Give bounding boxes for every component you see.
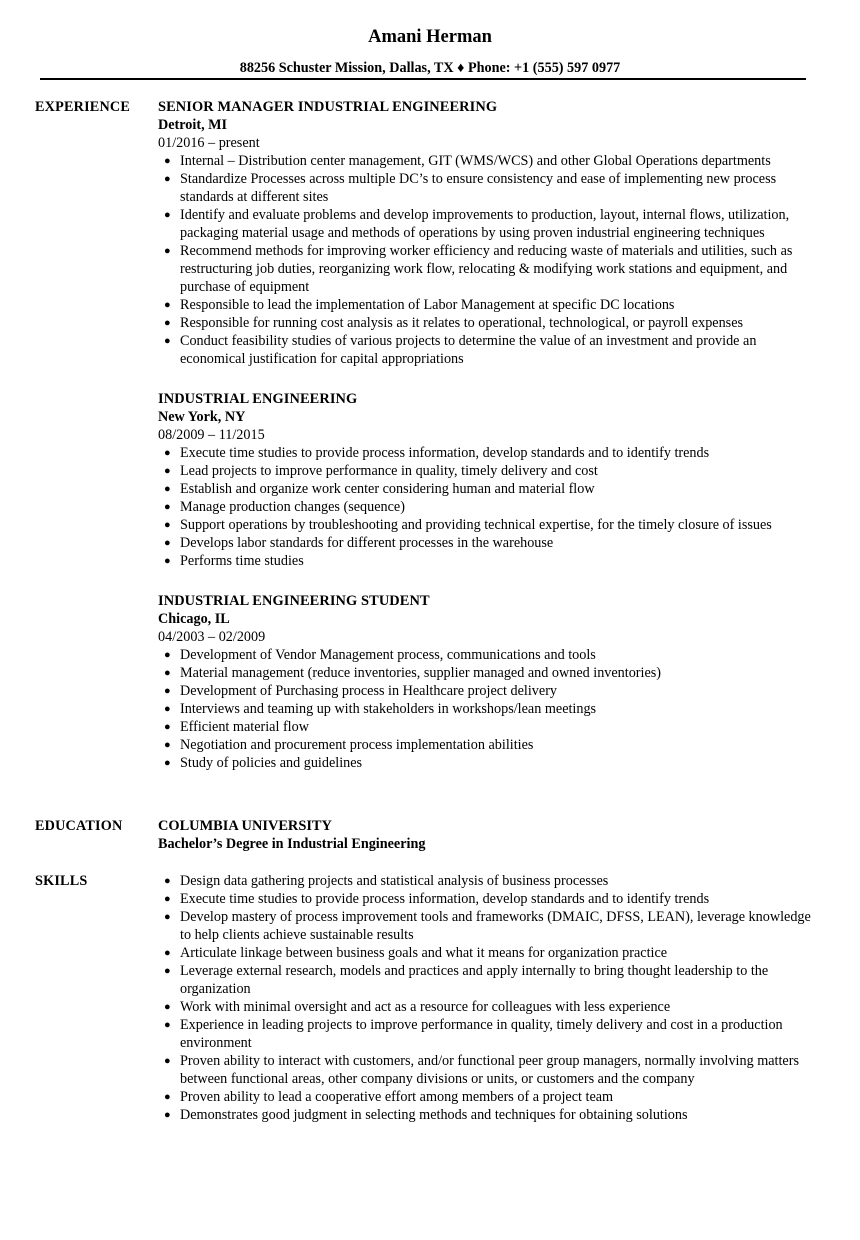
job-location: Chicago, IL [158,611,230,627]
skills-heading: SKILLS [35,873,88,889]
list-item: ● Study of policies and guidelines [164,755,363,771]
list-item: ● Proven ability to lead a cooperative effort among members of a project team [164,1089,614,1105]
job-bullets [158,444,818,570]
job-location: New York, NY [158,409,246,425]
list-item: ● Development of Purchasing process in Healthcare project delivery [164,683,558,699]
bullet-icon: ● [164,1091,171,1103]
bullet-icon: ● [164,667,171,679]
bullet-icon: ● [164,483,171,495]
skills-list [158,872,818,1124]
job-entry [158,592,818,772]
bullet-icon: ● [164,875,171,887]
bullet-icon: ● [164,893,171,905]
school-name: COLUMBIA UNIVERSITY [158,818,332,834]
list-item: ● Work with minimal oversight and act as a resource for colleagues with less experience [164,999,671,1015]
education-heading: EDUCATION [35,818,123,834]
list-item: ● Negotiation and procurement process implementation abilities [164,737,534,753]
bullet-icon: ● [164,173,171,185]
bullet-icon: ● [164,1019,171,1031]
bullet-icon: ● [164,209,171,221]
list-item: ● Support operations by troubleshooting and providing technical expertise, for the timely closure of issues [164,517,772,533]
bullet-icon: ● [164,245,171,257]
list-item: ● Internal – Distribution center management, GIT (WMS/WCS) and other Global Operations departments [164,153,771,169]
bullet-icon: ● [164,739,171,751]
job-title: INDUSTRIAL ENGINEERING STUDENT [158,593,430,609]
job-title: SENIOR MANAGER INDUSTRIAL ENGINEERING [158,99,498,115]
bullet-icon: ● [164,685,171,697]
bullet-icon: ● [164,965,171,977]
list-item: ● Material management (reduce inventories, supplier managed and owned inventories) [164,665,662,681]
candidate-name: Amani Herman [368,27,492,47]
list-item: ● Identify and evaluate problems and develop improvements to production, layout, internal flows, utilization, packaging material usage and methods of operations by using proven industrial engineering techniques [164,207,790,241]
job-entry [158,98,818,368]
skills-body [158,872,818,1124]
job-entry [158,390,818,570]
list-item: ● Demonstrates good judgment in selecting methods and techniques for obtaining solutions [164,1107,688,1123]
experience-body [158,98,818,794]
experience-heading: EXPERIENCE [35,99,131,115]
list-item: ● Performs time studies [164,553,304,569]
list-item: ● Articulate linkage between business goals and what it means for organization practice [164,945,668,961]
bullet-icon: ● [164,721,171,733]
education-body [158,817,818,853]
list-item: ● Execute time studies to provide process information, develop standards and to identify trends [164,445,710,461]
list-item: ● Execute time studies to provide process information, develop standards and to identify trends [164,891,710,907]
list-item: ● Experience in leading projects to improve performance in quality, timely delivery and cost in a production environment [164,1017,783,1051]
list-item: ● Responsible to lead the implementation of Labor Management at specific DC locations [164,297,675,313]
list-item: ● Lead projects to improve performance in quality, timely delivery and cost [164,463,598,479]
degree: Bachelor’s Degree in Industrial Engineering [158,836,426,852]
list-item: ● Responsible for running cost analysis as it relates to operational, technological, or payroll expenses [164,315,744,331]
bullet-icon: ● [164,465,171,477]
bullet-icon: ● [164,757,171,769]
bullet-icon: ● [164,317,171,329]
job-bullets [158,152,818,368]
bullet-icon: ● [164,501,171,513]
list-item: ● Develop mastery of process improvement tools and frameworks (DMAIC, DFSS, LEAN), leverage knowledge to help clients achieve sustainable results [164,909,811,943]
job-bullets [158,646,818,772]
list-item: ● Design data gathering projects and statistical analysis of business processes [164,873,609,889]
bullet-icon: ● [164,299,171,311]
list-item: ● Recommend methods for improving worker efficiency and reducing waste of materials and utilities, such as restructuring job duties, reorganizing work flow, relocating & modifying work stations and equipment, and purchase of equipment [164,243,793,295]
bullet-icon: ● [164,1001,171,1013]
list-item: ● Interviews and teaming up with stakeholders in workshops/lean meetings [164,701,597,717]
list-item: ● Conduct feasibility studies of various projects to determine the value of an investment and provide an economical justification for capital appropriations [164,333,757,367]
list-item: ● Establish and organize work center considering human and material flow [164,481,595,497]
bullet-icon: ● [164,911,171,923]
list-item: ● Develops labor standards for different processes in the warehouse [164,535,554,551]
bullet-icon: ● [164,1109,171,1121]
bullet-icon: ● [164,703,171,715]
list-item: ● Development of Vendor Management process, communications and tools [164,647,596,663]
bullet-icon: ● [164,537,171,549]
job-dates: 01/2016 – present [158,135,260,151]
bullet-icon: ● [164,335,171,347]
job-title: INDUSTRIAL ENGINEERING [158,391,358,407]
bullet-icon: ● [164,155,171,167]
contact-line: 88256 Schuster Mission, Dallas, TX ♦ Phone: +1 (555) 597 0977 [239,60,621,76]
bullet-icon: ● [164,1055,171,1067]
list-item: ● Manage production changes (sequence) [164,499,405,515]
job-dates: 04/2003 – 02/2009 [158,629,266,645]
bullet-icon: ● [164,519,171,531]
bullet-icon: ● [164,555,171,567]
job-location: Detroit, MI [158,117,228,133]
list-item: ● Efficient material flow [164,719,309,735]
list-item: ● Proven ability to interact with customers, and/or functional peer group managers, normally involving matters between functional areas, other company divisions or units, or customers and the company [164,1053,799,1087]
bullet-icon: ● [164,947,171,959]
bullet-icon: ● [164,649,171,661]
list-item: ● Leverage external research, models and practices and apply internally to bring thought leadership to the organization [164,963,769,997]
header-divider [40,78,806,80]
job-dates: 08/2009 – 11/2015 [158,427,265,443]
list-item: ● Standardize Processes across multiple DC’s to ensure consistency and ease of implementing new process standards at different sites [164,171,777,205]
bullet-icon: ● [164,447,171,459]
